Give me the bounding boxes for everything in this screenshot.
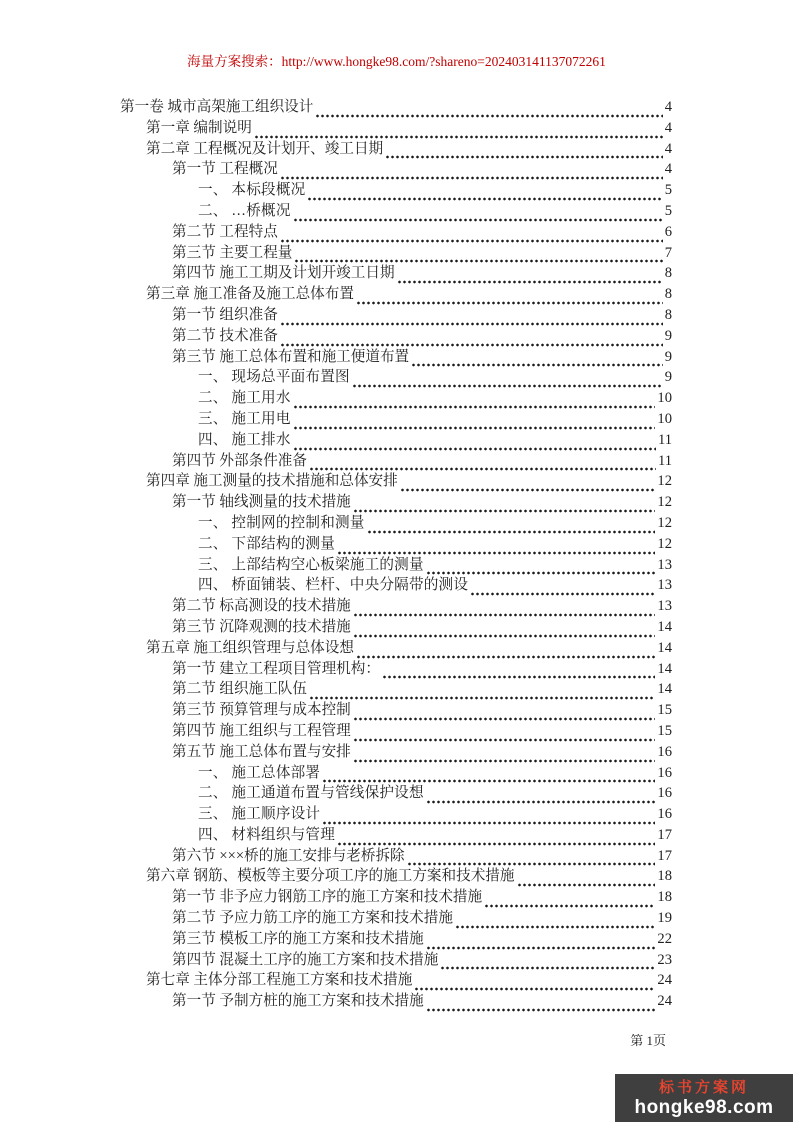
toc-entry-page: 16 (657, 785, 672, 802)
toc-entry-title: 二、 …桥概况 (198, 202, 291, 219)
toc-entry-page: 4 (664, 161, 672, 178)
toc-entry-page: 11 (657, 431, 672, 448)
toc-entry-page: 4 (664, 119, 672, 136)
toc-entry (120, 97, 672, 118)
dot-leader (367, 520, 656, 534)
toc-entry (120, 263, 672, 284)
toc-entry-page: 15 (657, 722, 672, 739)
dot-leader (322, 769, 655, 783)
toc-entry-page: 10 (657, 410, 672, 427)
toc-entry-title: 第三节 预算管理与成本控制 (172, 702, 351, 719)
toc-entry-page: 16 (657, 806, 672, 823)
dot-leader (426, 998, 656, 1012)
toc-entry-title: 第四章 施工测量的技术措施和总体安排 (146, 473, 398, 490)
toc-entry-title: 第二节 组织施工队伍 (172, 681, 307, 698)
toc-entry-title: 四、 桥面铺装、栏杆、中央分隔带的测设 (198, 577, 469, 594)
toc-entry-title: 第四节 混凝土工序的施工方案和技术措施 (172, 951, 439, 968)
dot-leader (315, 104, 662, 118)
dot-leader (337, 541, 655, 555)
toc-entry-page: 24 (657, 993, 672, 1010)
toc-entry-page: 9 (664, 327, 672, 344)
toc-entry-title: 第一节 非予应力钢筋工序的施工方案和技术措施 (172, 889, 483, 906)
toc-entry-title: 一、 本标段概况 (198, 182, 306, 199)
toc-entry-title: 第二节 标高测设的技术措施 (172, 598, 351, 615)
toc-entry-page: 10 (657, 390, 672, 407)
dot-leader (293, 416, 656, 430)
toc-entry-page: 18 (657, 868, 672, 885)
toc-entry-title: 第四节 施工组织与工程管理 (172, 722, 351, 739)
toc-entry-title: 第五节 施工总体布置与安排 (172, 743, 351, 760)
dot-leader (353, 749, 656, 763)
toc-entry-page: 14 (657, 660, 672, 677)
toc-entry-page: 12 (657, 494, 672, 511)
toc-entry (120, 180, 672, 201)
toc-entry-page: 13 (657, 577, 672, 594)
toc-entry (120, 659, 672, 680)
dot-leader (440, 956, 655, 970)
toc-entry (120, 700, 672, 721)
dot-leader (385, 145, 663, 159)
toc-entry-title: 第一节 建立工程项目管理机构： (172, 660, 380, 677)
dot-leader (280, 229, 663, 243)
toc-entry-page: 19 (657, 910, 672, 927)
toc-entry (120, 326, 672, 347)
toc-entry-page: 8 (664, 306, 672, 323)
dot-leader (293, 437, 656, 451)
watermark-site-url: hongke98.com (634, 1096, 774, 1118)
dot-leader (322, 811, 655, 825)
dot-leader (426, 936, 656, 950)
toc-entry (120, 970, 672, 991)
toc-entry-title: 二、 下部结构的测量 (198, 535, 335, 552)
toc-entry (120, 887, 672, 908)
toc-entry-title: 第一节 轴线测量的技术措施 (172, 494, 351, 511)
toc-entry (120, 513, 672, 534)
dot-leader (254, 125, 663, 139)
toc-entry (120, 347, 672, 368)
toc-entry-title: 第六章 钢筋、模板等主要分项工序的施工方案和技术措施 (146, 868, 515, 885)
dot-leader (517, 873, 656, 887)
toc-entry (120, 471, 672, 492)
toc-entry-title: 第七章 主体分部工程施工方案和技术措施 (146, 972, 413, 989)
dot-leader (307, 187, 662, 201)
dot-leader (280, 312, 663, 326)
toc-entry-page: 9 (664, 369, 672, 386)
toc-entry (120, 866, 672, 887)
toc-entry-page: 17 (657, 847, 672, 864)
toc-entry-page: 24 (657, 972, 672, 989)
toc-entry-title: 二、 施工用水 (198, 390, 291, 407)
toc-entry (120, 139, 672, 160)
toc-entry-page: 16 (657, 764, 672, 781)
toc-entry-page: 14 (657, 639, 672, 656)
toc-entry (120, 367, 672, 388)
toc-entry-title: 三、 施工用电 (198, 410, 291, 427)
dot-leader (426, 790, 656, 804)
dot-leader (280, 333, 663, 347)
dot-leader (353, 603, 656, 617)
toc-entry-page: 6 (664, 223, 672, 240)
dot-leader (353, 728, 656, 742)
dot-leader (352, 374, 663, 388)
toc-entry-title: 第二章 工程概况及计划开、竣工日期 (146, 140, 384, 157)
toc-entry (120, 908, 672, 929)
toc-entry-title: 一、 控制网的控制和测量 (198, 514, 365, 531)
toc-entry-page: 4 (664, 99, 672, 115)
dot-leader (294, 249, 662, 263)
toc-entry-title: 第三节 施工总体布置和施工便道布置 (172, 348, 410, 365)
dot-leader (407, 852, 656, 866)
toc-entry-page: 23 (657, 951, 672, 968)
toc-entry-title: 四、 材料组织与管理 (198, 826, 335, 843)
toc-entry (120, 638, 672, 659)
toc-entry (120, 575, 672, 596)
toc-entry (120, 763, 672, 784)
toc-entry-title: 第三节 沉降观测的技术措施 (172, 618, 351, 635)
toc-entry (120, 409, 672, 430)
toc-entry-title: 第一节 予制方桩的施工方案和技术措施 (172, 993, 424, 1010)
dot-leader (353, 624, 656, 638)
dot-leader (293, 208, 663, 222)
dot-leader (293, 395, 656, 409)
toc-entry (120, 118, 672, 139)
dot-leader (455, 915, 655, 929)
toc-entry-title: 一、 施工总体部署 (198, 764, 321, 781)
toc-entry (120, 492, 672, 513)
dot-leader (414, 977, 655, 991)
toc-entry-page: 15 (657, 702, 672, 719)
toc-entry-page: 5 (664, 182, 672, 199)
toc-entry (120, 804, 672, 825)
toc-entry-page: 12 (657, 514, 672, 531)
toc-entry-title: 第二节 予应力筋工序的施工方案和技术措施 (172, 910, 453, 927)
toc-entry (120, 596, 672, 617)
toc-entry (120, 617, 672, 638)
toc-entry (120, 929, 672, 950)
dot-leader (309, 457, 656, 471)
toc-entry (120, 451, 672, 472)
dot-leader (356, 291, 663, 305)
toc-entry (120, 846, 672, 867)
toc-entry-page: 8 (664, 286, 672, 303)
toc-entry-title: 第三节 模板工序的施工方案和技术措施 (172, 930, 424, 947)
toc-entry (120, 159, 672, 180)
toc-entry (120, 783, 672, 804)
dot-leader (400, 478, 656, 492)
toc-entry (120, 534, 672, 555)
toc-entry-title: 第五章 施工组织管理与总体设想 (146, 639, 354, 656)
toc-entry-page: 17 (657, 826, 672, 843)
toc-entry-page: 4 (664, 140, 672, 157)
dot-leader (353, 707, 656, 721)
toc-entry-title: 三、 上部结构空心板梁施工的测量 (198, 556, 424, 573)
dot-leader (470, 582, 655, 596)
toc-entry-title: 第四节 外部条件准备 (172, 452, 307, 469)
toc-entry-page: 14 (657, 681, 672, 698)
toc-entry (120, 742, 672, 763)
dot-leader (382, 665, 655, 679)
toc-entry-page: 12 (657, 535, 672, 552)
toc-entry (120, 555, 672, 576)
toc-entry-page: 7 (664, 244, 672, 261)
toc-entry-title: 第一节 工程概况 (172, 161, 278, 178)
toc-entry-title: 第三节 主要工程量 (172, 244, 293, 261)
dot-leader (309, 686, 655, 700)
toc-entry (120, 243, 672, 264)
table-of-contents (120, 97, 672, 1012)
toc-entry-page: 8 (664, 265, 672, 282)
toc-entry (120, 222, 672, 243)
dot-leader (356, 645, 655, 659)
toc-entry-title: 第一节 组织准备 (172, 306, 278, 323)
toc-entry (120, 825, 672, 846)
toc-entry-page: 22 (657, 930, 672, 947)
dot-leader (397, 270, 663, 284)
site-watermark (615, 1074, 793, 1122)
toc-entry (120, 950, 672, 971)
toc-entry-title: 第四节 施工工期及计划开竣工日期 (172, 265, 395, 282)
toc-entry (120, 679, 672, 700)
toc-entry-title: 第六节 ×××桥的施工安排与老桥拆除 (172, 847, 405, 864)
toc-entry-page: 12 (657, 473, 672, 490)
header-search-link[interactable]: 海量方案搜索：http://www.hongke98.com/?shareno=202403141137072261 (187, 54, 606, 69)
toc-entry-page: 9 (664, 348, 672, 365)
dot-leader (353, 499, 656, 513)
toc-entry-title: 一、 现场总平面布置图 (198, 369, 350, 386)
toc-entry-title: 第二节 工程特点 (172, 223, 278, 240)
dot-leader (426, 561, 656, 575)
page-number-label: 第 1页 (630, 1033, 666, 1048)
toc-entry-title: 二、 施工通道布置与管线保护设想 (198, 785, 424, 802)
dot-leader (337, 832, 655, 846)
toc-entry (120, 388, 672, 409)
toc-entry-title: 第一章 编制说明 (146, 119, 252, 136)
toc-entry (120, 991, 672, 1012)
dot-leader (411, 353, 663, 367)
toc-entry-page: 18 (657, 889, 672, 906)
toc-entry (120, 430, 672, 451)
toc-entry-page: 11 (657, 452, 672, 469)
toc-entry-page: 14 (657, 618, 672, 635)
toc-entry-title: 第三章 施工准备及施工总体布置 (146, 286, 354, 303)
dot-leader (280, 166, 663, 180)
toc-entry-title: 三、 施工顺序设计 (198, 806, 321, 823)
toc-entry-page: 5 (664, 202, 672, 219)
toc-entry (120, 201, 672, 222)
toc-entry-page: 16 (657, 743, 672, 760)
toc-entry-title: 第一卷 城市高架施工组织设计 (120, 99, 314, 115)
toc-entry (120, 305, 672, 326)
toc-entry-page: 13 (657, 556, 672, 573)
toc-entry-title: 第二节 技术准备 (172, 327, 278, 344)
dot-leader (484, 894, 655, 908)
toc-entry (120, 721, 672, 742)
watermark-site-name: 标书方案网 (658, 1078, 749, 1096)
toc-entry (120, 284, 672, 305)
toc-entry-title: 四、 施工排水 (198, 431, 291, 448)
toc-entry-page: 13 (657, 598, 672, 615)
